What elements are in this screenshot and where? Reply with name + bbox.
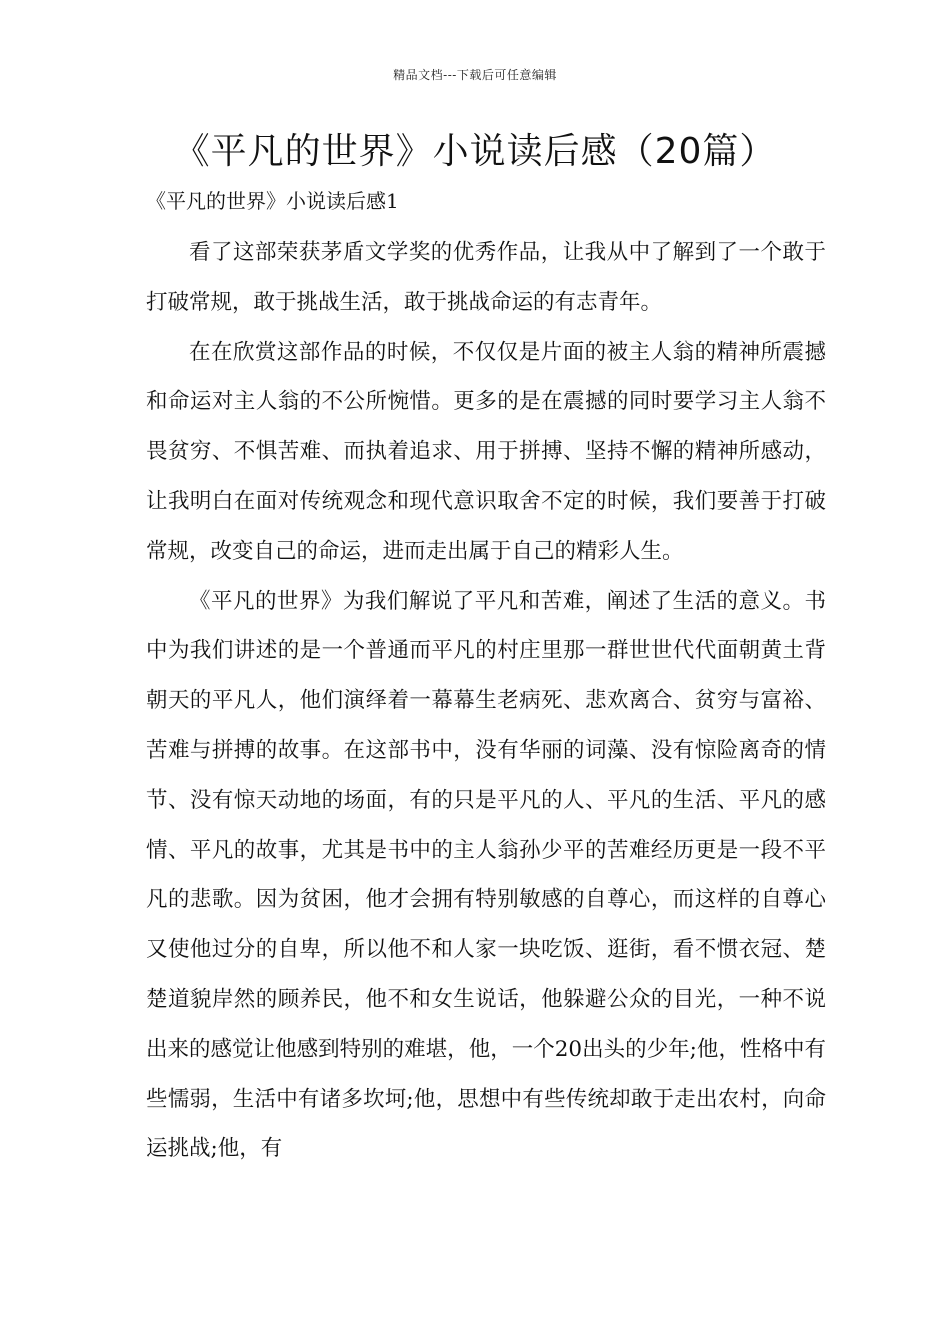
header-note: 精品文档---下载后可任意编辑 (393, 68, 557, 82)
paragraph: 看了这部荣获茅盾文学奖的优秀作品，让我从中了解到了一个敢于打破常规，敢于挑战生活，敢于挑战命运的有志青年。 (146, 240, 826, 315)
section-subheading: 《平凡的世界》小说读后感1 (146, 189, 399, 213)
paragraph: 在在欣赏这部作品的时候，不仅仅是片面的被主人翁的精神所震撼和命运对主人翁的不公所惋惜。更多的是在震撼的同时要学习主人翁不畏贫穷、不惧苦难、而执着追求、用于拼搏、坚持不懈的精神所感动，让我明白在面对传统观念和现代意识取舍不定的时候，我们要善于打破常规，改变自己的命运，进而走出属于自己的精彩人生。 (146, 339, 826, 564)
paragraph: 《平凡的世界》为我们解说了平凡和苦难，阐述了生活的意义。书中为我们讲述的是一个普通而平凡的村庄里那一群世世代代面朝黄土背朝天的平凡人，他们演绎着一幕幕生老病死、悲欢离合、贫穷与富裕、苦难与拼搏的故事。在这部书中，没有华丽的词藻、没有惊险离奇的情节、没有惊天动地的场面，有的只是平凡的人、平凡的生活、平凡的感情、平凡的故事，尤其是书中的主人翁孙少平的苦难经历更是一段不平凡的悲歌。因为贫困，他才会拥有特别敏感的自尊心，而这样的自尊心又使他过分的自卑，所以他不和人家一块吃饭、逛街，看不惯衣冠、楚楚道貌岸然的顾养民，他不和女生说话，他躲避公众的目光，一种不说出来的感觉让他感到特别的难堪，他，一个20出头的少年;他，性格中有些懦弱，生活中有诸多坎坷;他，思想中有些传统却敢于走出农村，向命运挑战;他，有 (146, 588, 826, 1162)
document-title: 《平凡的世界》小说读后感（20篇） (173, 131, 777, 172)
body-text (146, 228, 826, 1174)
